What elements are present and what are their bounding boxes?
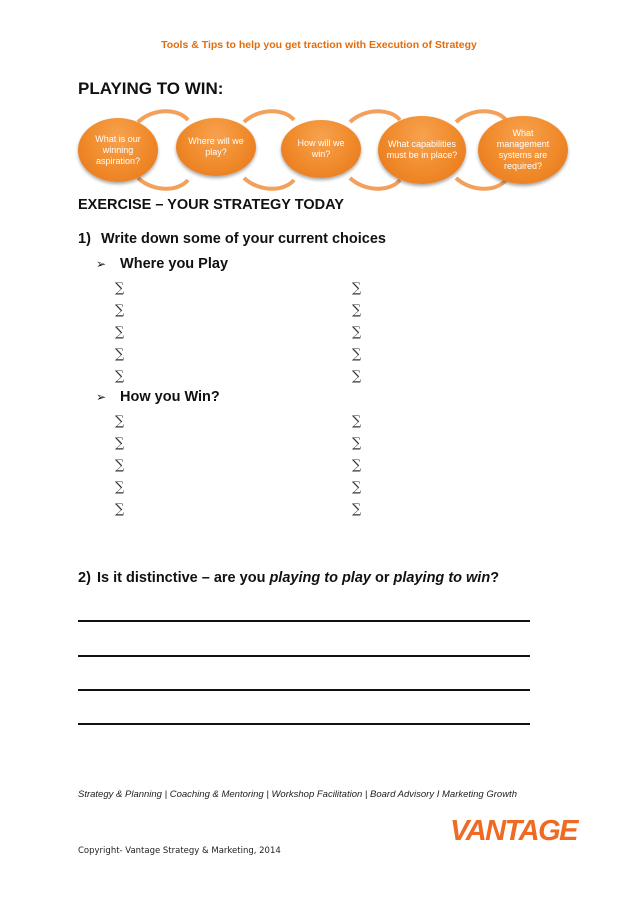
arrow-2-top: [244, 111, 294, 122]
question-2-emphasis-1: playing to play: [269, 570, 371, 586]
arrow-bullet-icon: ➢: [96, 390, 107, 404]
question-2-text-3: ?: [490, 570, 500, 586]
bullet-sigma: ∑: [115, 281, 125, 296]
cascade-step-1: [78, 118, 158, 182]
question-1-number: 1): [78, 231, 91, 247]
cascade-step-3: [281, 120, 361, 178]
bullet-sigma: ∑: [115, 502, 125, 517]
question-1-text: Write down some of your current choices: [101, 231, 386, 247]
question-2-text-2: or: [370, 570, 394, 586]
arrow-4-bottom: [456, 178, 506, 189]
bullet-sigma: ∑: [352, 281, 362, 296]
arrow-1-top: [138, 111, 188, 122]
bullet-sigma: ∑: [115, 347, 125, 362]
footer-services: Strategy & Planning | Coaching & Mentoring | Workshop Facilitation | Board Advisory I Marketing Growth: [78, 789, 517, 800]
bullet-sigma: ∑: [352, 414, 362, 429]
bullet-sigma: ∑: [352, 436, 362, 451]
vantage-logo: [450, 812, 577, 847]
question-2-emphasis-2: playing to win: [393, 570, 491, 586]
arrow-bullet-icon: ➢: [96, 257, 107, 271]
arrow-1-bottom: [138, 178, 188, 189]
arrow-3-bottom: [350, 178, 400, 189]
answer-line[interactable]: [78, 620, 530, 622]
cascade-step-2: [176, 118, 256, 176]
bullet-sigma: ∑: [115, 480, 125, 495]
cascade-step-5-label: What management systems are required?: [496, 128, 550, 171]
cascade-step-1-label: What is our winning aspiration?: [95, 133, 141, 166]
bullet-sigma: ∑: [352, 458, 362, 473]
bullet-sigma: ∑: [352, 369, 362, 384]
question-2-number: 2): [78, 570, 91, 586]
question-1: [78, 231, 386, 247]
where-you-play-label: Where you Play: [120, 256, 229, 272]
question-2-text-1: Is it distinctive – are you: [97, 570, 270, 586]
bullet-sigma: ∑: [115, 414, 125, 429]
strategy-cascade: [78, 112, 568, 188]
bullet-sigma: ∑: [115, 436, 125, 451]
exercise-title: EXERCISE – YOUR STRATEGY TODAY: [78, 197, 344, 213]
bullet-sigma: ∑: [115, 325, 125, 340]
copyright: Copyright- Vantage Strategy & Marketing, 2014: [78, 846, 281, 856]
how-you-win-label: How you Win?: [120, 389, 220, 405]
page-title: PLAYING TO WIN:: [78, 79, 224, 98]
where-you-play-heading: [96, 256, 228, 272]
bullet-sigma: ∑: [352, 502, 362, 517]
arrow-2-bottom: [244, 178, 294, 189]
cascade-step-2-label: Where will we play?: [188, 136, 244, 157]
answer-line[interactable]: [78, 723, 530, 725]
vantage-logo-text: VANTAGE: [450, 815, 577, 847]
bullet-sigma: ∑: [352, 347, 362, 362]
cascade-step-5: [478, 116, 568, 184]
question-2: [78, 570, 499, 586]
how-you-win-heading: [96, 389, 220, 405]
cascade-step-3-label: How will we win?: [297, 138, 345, 159]
answer-line[interactable]: [78, 655, 530, 657]
bullet-sigma: ∑: [352, 325, 362, 340]
bullet-sigma: ∑: [352, 480, 362, 495]
bullet-sigma: ∑: [115, 458, 125, 473]
page-header: Tools & Tips to help you get traction with Execution of Strategy: [161, 39, 477, 51]
bullet-sigma: ∑: [115, 303, 125, 318]
bullet-sigma: ∑: [352, 303, 362, 318]
cascade-step-4: [378, 116, 466, 184]
cascade-step-4-label: What capabilities must be in place?: [386, 139, 458, 160]
bullet-sigma: ∑: [115, 369, 125, 384]
answer-line[interactable]: [78, 689, 530, 691]
arrow-3-top: [350, 111, 400, 122]
